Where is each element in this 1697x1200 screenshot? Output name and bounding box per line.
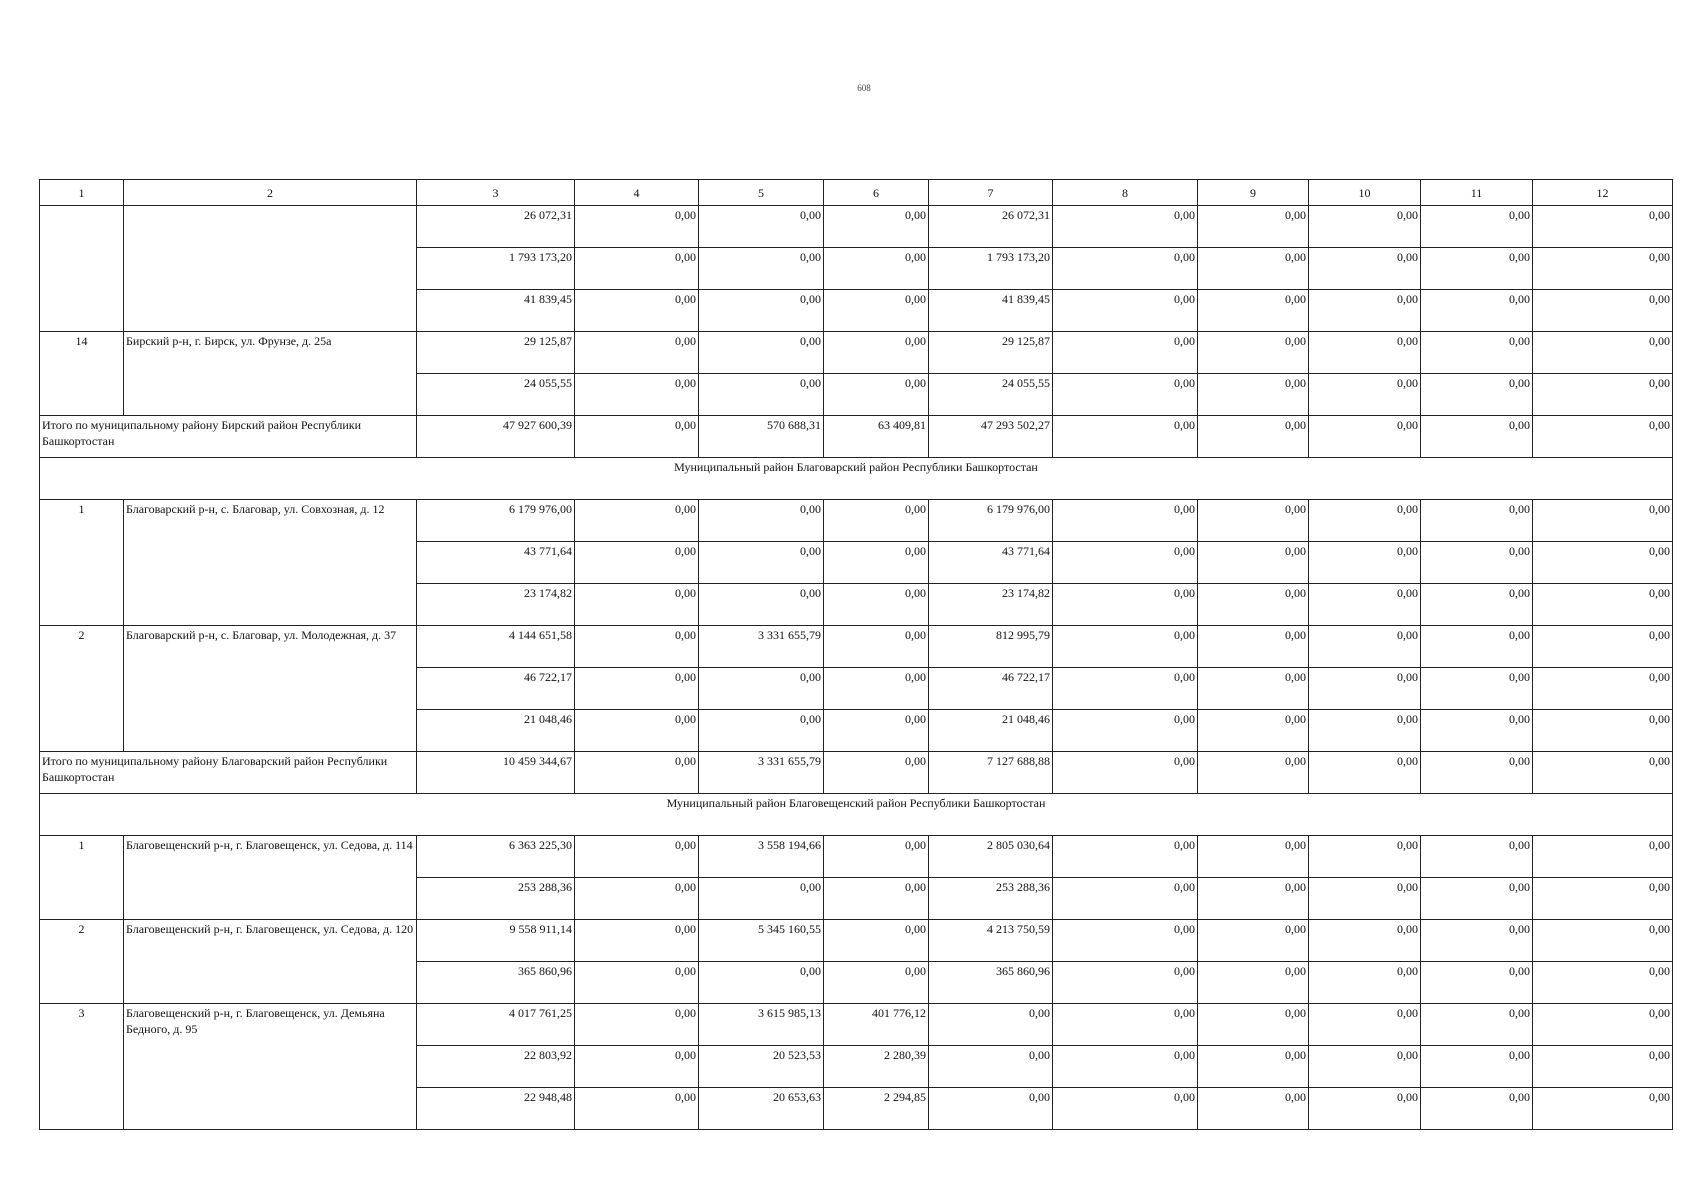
amount-cell: 0,00 [575, 332, 699, 374]
column-header: 7 [929, 180, 1053, 206]
amount-cell: 0,00 [824, 836, 929, 878]
amount-cell: 0,00 [1533, 626, 1673, 668]
amount-cell: 29 125,87 [417, 332, 575, 374]
amount-cell: 0,00 [1309, 206, 1421, 248]
amount-cell: 0,00 [1421, 248, 1533, 290]
address-cell: Благоварский р-н, с. Благовар, ул. Молодежная, д. 37 [124, 626, 417, 752]
amount-cell: 0,00 [575, 248, 699, 290]
amount-cell: 0,00 [1421, 332, 1533, 374]
table-row [40, 1004, 1673, 1046]
amount-cell: 0,00 [1198, 836, 1309, 878]
amount-cell: 47 927 600,39 [417, 416, 575, 458]
amount-cell: 0,00 [824, 290, 929, 332]
amount-cell: 0,00 [1421, 920, 1533, 962]
amount-cell: 0,00 [1198, 248, 1309, 290]
amount-cell: 0,00 [575, 374, 699, 416]
amount-cell: 0,00 [1053, 878, 1198, 920]
amount-cell: 0,00 [1533, 1088, 1673, 1130]
amount-cell: 0,00 [1309, 626, 1421, 668]
amount-cell: 2 280,39 [824, 1046, 929, 1088]
amount-cell: 41 839,45 [929, 290, 1053, 332]
amount-cell: 0,00 [1309, 962, 1421, 1004]
amount-cell: 0,00 [1053, 668, 1198, 710]
address-cell: Благоварский р-н, с. Благовар, ул. Совхозная, д. 12 [124, 500, 417, 626]
amount-cell: 0,00 [1533, 878, 1673, 920]
amount-cell: 3 558 194,66 [699, 836, 824, 878]
table-row [40, 626, 1673, 668]
amount-cell: 0,00 [575, 920, 699, 962]
amount-cell: 0,00 [1309, 248, 1421, 290]
amount-cell: 0,00 [1421, 836, 1533, 878]
amount-cell: 2 294,85 [824, 1088, 929, 1130]
amount-cell: 0,00 [1198, 1088, 1309, 1130]
amount-cell: 0,00 [1198, 1004, 1309, 1046]
column-header: 11 [1421, 180, 1533, 206]
amount-cell: 22 803,92 [417, 1046, 575, 1088]
amount-cell: 0,00 [1198, 752, 1309, 794]
amount-cell: 0,00 [1533, 332, 1673, 374]
amount-cell: 9 558 911,14 [417, 920, 575, 962]
amount-cell: 401 776,12 [824, 1004, 929, 1046]
amount-cell: 20 653,63 [699, 1088, 824, 1130]
amount-cell: 0,00 [1421, 374, 1533, 416]
amount-cell: 0,00 [1053, 836, 1198, 878]
amount-cell: 0,00 [1421, 626, 1533, 668]
amount-cell: 0,00 [1533, 962, 1673, 1004]
amount-cell: 46 722,17 [417, 668, 575, 710]
row-number: 1 [40, 836, 124, 920]
amount-cell: 0,00 [1421, 1004, 1533, 1046]
amount-cell: 0,00 [929, 1004, 1053, 1046]
amount-cell: 0,00 [1533, 206, 1673, 248]
amount-cell: 41 839,45 [417, 290, 575, 332]
amount-cell: 0,00 [1198, 206, 1309, 248]
amount-cell: 0,00 [1309, 920, 1421, 962]
amount-cell: 3 331 655,79 [699, 752, 824, 794]
amount-cell: 0,00 [1053, 542, 1198, 584]
amount-cell: 0,00 [1053, 332, 1198, 374]
amount-cell: 0,00 [1421, 1088, 1533, 1130]
address-cell: Благовещенский р-н, г. Благовещенск, ул. Седова, д. 114 [124, 836, 417, 920]
amount-cell: 0,00 [1421, 1046, 1533, 1088]
amount-cell: 0,00 [1053, 248, 1198, 290]
amount-cell: 0,00 [929, 1046, 1053, 1088]
amount-cell: 26 072,31 [929, 206, 1053, 248]
amount-cell: 0,00 [575, 500, 699, 542]
table-row [40, 500, 1673, 542]
amount-cell: 0,00 [1053, 626, 1198, 668]
amount-cell: 0,00 [699, 584, 824, 626]
amount-cell: 0,00 [824, 710, 929, 752]
amount-cell: 0,00 [699, 206, 824, 248]
amount-cell: 0,00 [1309, 1088, 1421, 1130]
amount-cell: 0,00 [575, 626, 699, 668]
amount-cell: 0,00 [575, 542, 699, 584]
amount-cell: 22 948,48 [417, 1088, 575, 1130]
amount-cell: 0,00 [824, 332, 929, 374]
amount-cell: 3 331 655,79 [699, 626, 824, 668]
amount-cell: 0,00 [1053, 962, 1198, 1004]
amount-cell: 23 174,82 [929, 584, 1053, 626]
amount-cell: 5 345 160,55 [699, 920, 824, 962]
amount-cell: 43 771,64 [417, 542, 575, 584]
amount-cell: 0,00 [1053, 1004, 1198, 1046]
amount-cell: 4 017 761,25 [417, 1004, 575, 1046]
amount-cell: 29 125,87 [929, 332, 1053, 374]
row-number: 2 [40, 920, 124, 1004]
amount-cell: 0,00 [575, 710, 699, 752]
amount-cell: 0,00 [824, 248, 929, 290]
amount-cell: 0,00 [1533, 248, 1673, 290]
amount-cell: 0,00 [824, 878, 929, 920]
amount-cell: 0,00 [1421, 500, 1533, 542]
address-cell [124, 206, 417, 332]
amount-cell: 0,00 [1198, 500, 1309, 542]
section-heading: Муниципальный район Благоварский район Республики Башкортостан [40, 458, 1673, 500]
amount-cell: 0,00 [699, 290, 824, 332]
amount-cell: 0,00 [1309, 374, 1421, 416]
amount-cell: 26 072,31 [417, 206, 575, 248]
amount-cell: 0,00 [575, 584, 699, 626]
amount-cell: 365 860,96 [417, 962, 575, 1004]
amount-cell: 0,00 [1533, 584, 1673, 626]
amount-cell: 0,00 [1421, 878, 1533, 920]
amount-cell: 0,00 [1053, 416, 1198, 458]
amount-cell: 20 523,53 [699, 1046, 824, 1088]
amount-cell: 2 805 030,64 [929, 836, 1053, 878]
amount-cell: 0,00 [1198, 1046, 1309, 1088]
amount-cell: 0,00 [824, 920, 929, 962]
column-header: 6 [824, 180, 929, 206]
amount-cell: 0,00 [1533, 290, 1673, 332]
amount-cell: 24 055,55 [929, 374, 1053, 416]
column-header: 10 [1309, 180, 1421, 206]
table-row [40, 332, 1673, 374]
amount-cell: 0,00 [1198, 290, 1309, 332]
amount-cell: 63 409,81 [824, 416, 929, 458]
amount-cell: 0,00 [575, 962, 699, 1004]
amount-cell: 0,00 [1053, 584, 1198, 626]
amount-cell: 0,00 [1198, 878, 1309, 920]
amount-cell: 0,00 [1198, 626, 1309, 668]
amount-cell: 0,00 [1309, 752, 1421, 794]
column-header: 9 [1198, 180, 1309, 206]
amount-cell: 0,00 [699, 962, 824, 1004]
section-heading: Муниципальный район Благовещенский район Республики Башкортостан [40, 794, 1673, 836]
column-header: 5 [699, 180, 824, 206]
row-number: 14 [40, 332, 124, 416]
total-label: Итого по муниципальному району Благоварский район Республики Башкортостан [40, 752, 417, 794]
amount-cell: 0,00 [1053, 752, 1198, 794]
amount-cell: 0,00 [1198, 668, 1309, 710]
amount-cell: 0,00 [1198, 416, 1309, 458]
amount-cell: 0,00 [1309, 542, 1421, 584]
amount-cell: 0,00 [1533, 542, 1673, 584]
amount-cell: 570 688,31 [699, 416, 824, 458]
amount-cell: 0,00 [1533, 668, 1673, 710]
amount-cell: 0,00 [824, 542, 929, 584]
budget-table [39, 179, 1673, 1130]
amount-cell: 0,00 [1421, 752, 1533, 794]
total-row [40, 752, 1673, 794]
amount-cell: 0,00 [1533, 500, 1673, 542]
amount-cell: 0,00 [575, 416, 699, 458]
amount-cell: 0,00 [1309, 1046, 1421, 1088]
amount-cell: 0,00 [1309, 836, 1421, 878]
amount-cell: 6 179 976,00 [929, 500, 1053, 542]
amount-cell: 0,00 [1309, 878, 1421, 920]
amount-cell: 0,00 [1198, 332, 1309, 374]
column-header: 4 [575, 180, 699, 206]
column-header: 1 [40, 180, 124, 206]
amount-cell: 0,00 [1053, 500, 1198, 542]
amount-cell: 0,00 [1421, 416, 1533, 458]
amount-cell: 0,00 [1421, 668, 1533, 710]
amount-cell: 0,00 [1533, 710, 1673, 752]
amount-cell: 0,00 [699, 500, 824, 542]
amount-cell: 0,00 [575, 878, 699, 920]
amount-cell: 46 722,17 [929, 668, 1053, 710]
amount-cell: 0,00 [575, 290, 699, 332]
amount-cell: 0,00 [1421, 206, 1533, 248]
amount-cell: 0,00 [1533, 836, 1673, 878]
total-row [40, 416, 1673, 458]
amount-cell: 0,00 [1198, 584, 1309, 626]
amount-cell: 0,00 [699, 668, 824, 710]
amount-cell: 4 144 651,58 [417, 626, 575, 668]
amount-cell: 253 288,36 [929, 878, 1053, 920]
amount-cell: 7 127 688,88 [929, 752, 1053, 794]
amount-cell: 0,00 [699, 710, 824, 752]
amount-cell: 0,00 [575, 1046, 699, 1088]
amount-cell: 0,00 [699, 248, 824, 290]
amount-cell: 0,00 [699, 332, 824, 374]
amount-cell: 0,00 [1053, 710, 1198, 752]
amount-cell: 47 293 502,27 [929, 416, 1053, 458]
table-body [40, 180, 1673, 1130]
amount-cell: 6 179 976,00 [417, 500, 575, 542]
amount-cell: 0,00 [824, 626, 929, 668]
amount-cell: 21 048,46 [417, 710, 575, 752]
amount-cell: 1 793 173,20 [929, 248, 1053, 290]
amount-cell: 4 213 750,59 [929, 920, 1053, 962]
amount-cell: 0,00 [699, 374, 824, 416]
column-header: 3 [417, 180, 575, 206]
amount-cell: 43 771,64 [929, 542, 1053, 584]
section-row [40, 458, 1673, 500]
amount-cell: 253 288,36 [417, 878, 575, 920]
table-row [40, 836, 1673, 878]
amount-cell: 0,00 [575, 206, 699, 248]
amount-cell: 0,00 [824, 206, 929, 248]
amount-cell: 0,00 [575, 1004, 699, 1046]
amount-cell: 0,00 [1309, 584, 1421, 626]
amount-cell: 0,00 [824, 374, 929, 416]
amount-cell: 0,00 [1533, 1046, 1673, 1088]
row-number: 1 [40, 500, 124, 626]
amount-cell: 6 363 225,30 [417, 836, 575, 878]
amount-cell: 0,00 [824, 668, 929, 710]
amount-cell: 0,00 [1533, 1004, 1673, 1046]
amount-cell: 0,00 [1309, 290, 1421, 332]
column-header: 8 [1053, 180, 1198, 206]
amount-cell: 0,00 [1533, 752, 1673, 794]
amount-cell: 0,00 [824, 752, 929, 794]
amount-cell: 1 793 173,20 [417, 248, 575, 290]
amount-cell: 0,00 [575, 836, 699, 878]
amount-cell: 0,00 [575, 668, 699, 710]
amount-cell: 0,00 [1309, 710, 1421, 752]
amount-cell: 0,00 [1309, 1004, 1421, 1046]
table-row [40, 920, 1673, 962]
amount-cell: 0,00 [1309, 416, 1421, 458]
amount-cell: 0,00 [824, 962, 929, 1004]
address-cell: Благовещенский р-н, г. Благовещенск, ул. Демьяна Бедного, д. 95 [124, 1004, 417, 1130]
amount-cell: 0,00 [1309, 332, 1421, 374]
amount-cell: 0,00 [1421, 962, 1533, 1004]
amount-cell: 0,00 [575, 1088, 699, 1130]
address-cell: Бирский р-н, г. Бирск, ул. Фрунзе, д. 25а [124, 332, 417, 416]
row-number [40, 206, 124, 332]
amount-cell: 0,00 [1309, 500, 1421, 542]
amount-cell: 0,00 [1533, 416, 1673, 458]
amount-cell: 0,00 [1053, 374, 1198, 416]
amount-cell: 0,00 [1198, 710, 1309, 752]
amount-cell: 23 174,82 [417, 584, 575, 626]
amount-cell: 0,00 [1421, 290, 1533, 332]
amount-cell: 0,00 [1053, 290, 1198, 332]
amount-cell: 0,00 [1198, 374, 1309, 416]
column-header: 12 [1533, 180, 1673, 206]
amount-cell: 0,00 [1421, 542, 1533, 584]
amount-cell: 0,00 [824, 584, 929, 626]
table-row [40, 206, 1673, 248]
amount-cell: 24 055,55 [417, 374, 575, 416]
amount-cell: 0,00 [1309, 668, 1421, 710]
address-cell: Благовещенский р-н, г. Благовещенск, ул. Седова, д. 120 [124, 920, 417, 1004]
amount-cell: 0,00 [1198, 962, 1309, 1004]
amount-cell: 0,00 [1053, 1046, 1198, 1088]
amount-cell: 0,00 [575, 752, 699, 794]
amount-cell: 21 048,46 [929, 710, 1053, 752]
total-label: Итого по муниципальному району Бирский район Республики Башкортостан [40, 416, 417, 458]
amount-cell: 0,00 [929, 1088, 1053, 1130]
page-number: 608 [857, 83, 871, 93]
section-row [40, 794, 1673, 836]
amount-cell: 3 615 985,13 [699, 1004, 824, 1046]
amount-cell: 0,00 [1421, 710, 1533, 752]
amount-cell: 0,00 [1198, 920, 1309, 962]
amount-cell: 0,00 [824, 500, 929, 542]
amount-cell: 10 459 344,67 [417, 752, 575, 794]
amount-cell: 0,00 [1053, 206, 1198, 248]
amount-cell: 0,00 [699, 878, 824, 920]
amount-cell: 0,00 [1198, 542, 1309, 584]
column-header: 2 [124, 180, 417, 206]
amount-cell: 0,00 [699, 542, 824, 584]
amount-cell: 0,00 [1533, 374, 1673, 416]
amount-cell: 365 860,96 [929, 962, 1053, 1004]
row-number: 3 [40, 1004, 124, 1130]
column-number-header [40, 180, 1673, 206]
amount-cell: 812 995,79 [929, 626, 1053, 668]
amount-cell: 0,00 [1053, 1088, 1198, 1130]
amount-cell: 0,00 [1421, 584, 1533, 626]
amount-cell: 0,00 [1053, 920, 1198, 962]
amount-cell: 0,00 [1533, 920, 1673, 962]
row-number: 2 [40, 626, 124, 752]
